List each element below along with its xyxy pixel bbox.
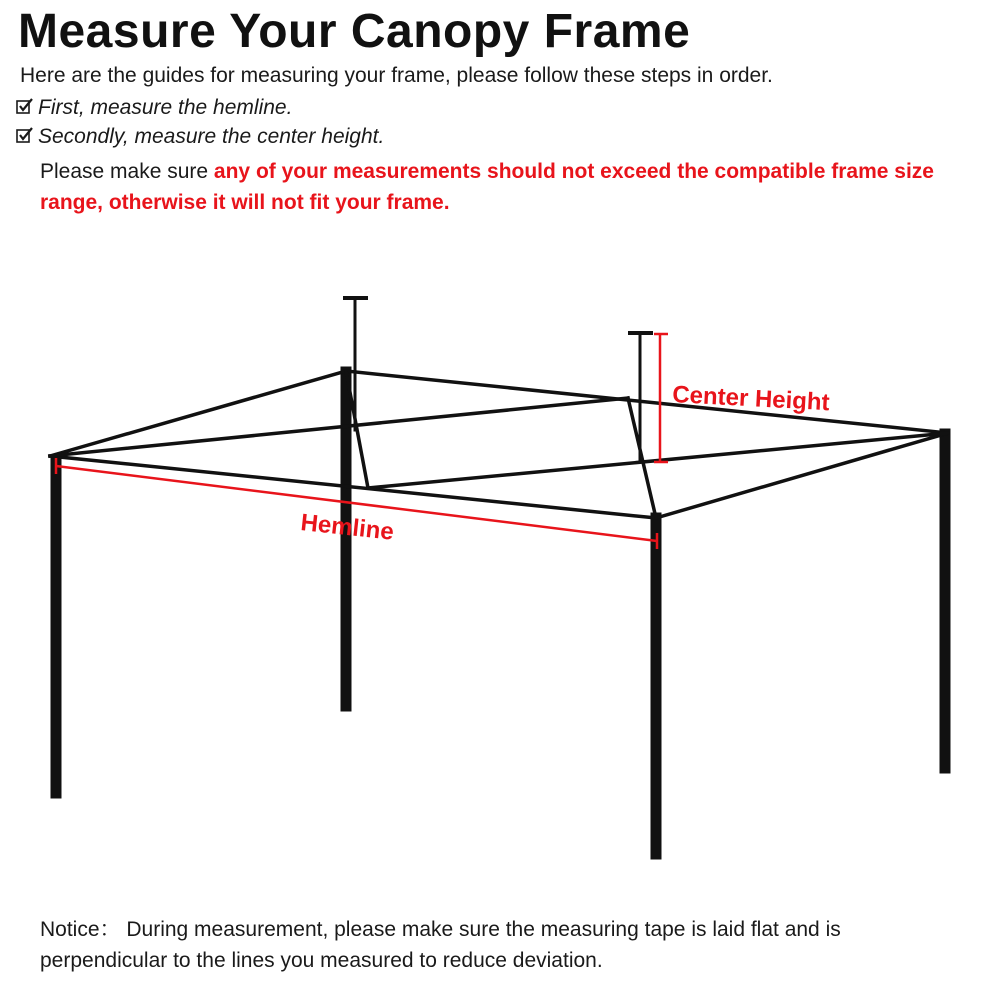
warning-prefix: Please make sure — [40, 160, 214, 183]
notice-text — [40, 914, 940, 976]
notice-body: During measurement, please make sure the measuring tape is laid flat and is perpendicular to the lines you measured to reduce deviation. — [40, 918, 841, 972]
notice-label: Notice： — [40, 918, 121, 941]
roof-edge-back — [346, 371, 948, 433]
step-first-text: First, measure the hemline. — [38, 96, 293, 119]
hemline-label: Hemline — [299, 509, 396, 546]
canopy-frame — [50, 298, 948, 854]
center-height-label: Center Height — [671, 381, 831, 417]
truss-upper-left — [50, 398, 628, 456]
roof-edge-left — [50, 371, 346, 456]
roof-edge-front — [50, 456, 656, 518]
truss-lower-right — [368, 433, 948, 488]
step-second-text: Secondly, measure the center height. — [38, 125, 385, 148]
intro-text: Here are the guides for measuring your frame, please follow these steps in order. — [20, 64, 773, 87]
page-title: Measure Your Canopy Frame — [18, 5, 691, 58]
truss-upper-right — [628, 398, 656, 518]
warning-emphasis: any of your measurements should not exceed the compatible frame size range, otherwise it will not fit your frame. — [40, 160, 934, 214]
center-height-marker — [654, 334, 668, 462]
